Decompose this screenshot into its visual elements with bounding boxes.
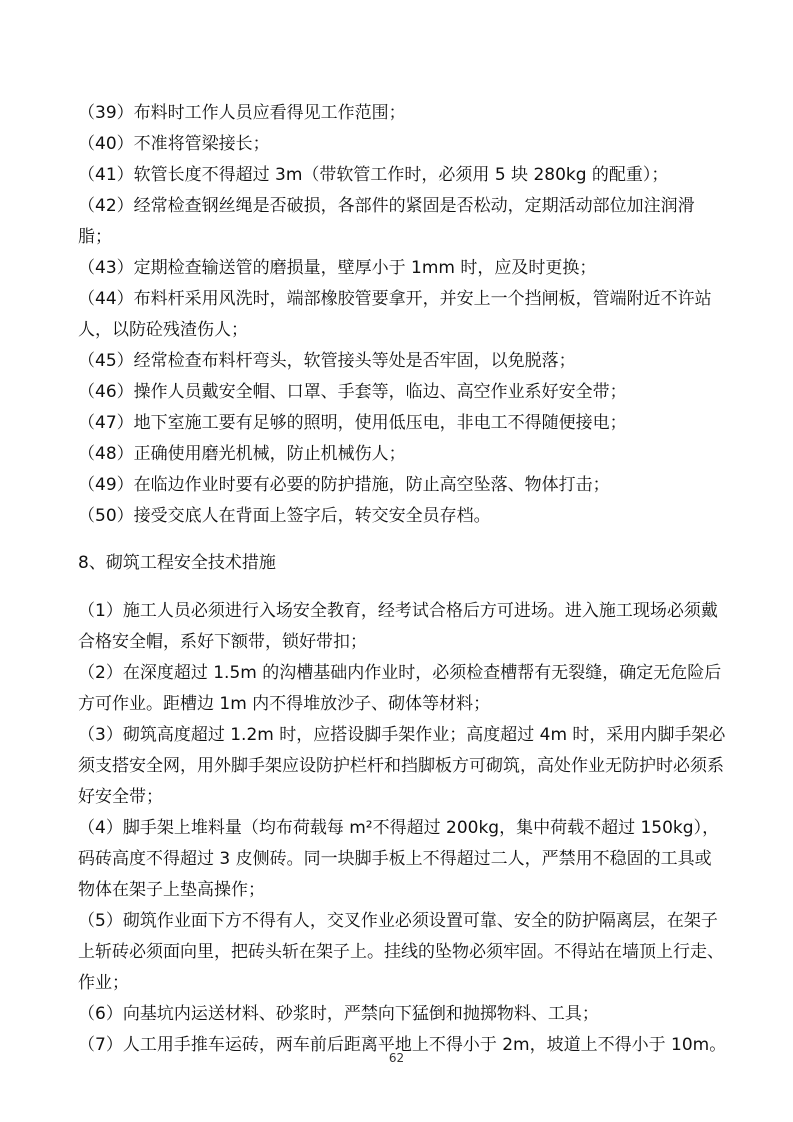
page-content: [78, 98, 728, 1061]
list-item: （3）砌筑高度超过 1.2m 时，应搭设脚手架作业；高度超过 4m 时，采用内脚手架必须支搭安全网，用外脚手架应设防护栏杆和挡脚板方可砌筑，高处作业无防护时必须系好安全带；: [78, 725, 726, 807]
list-item: （48）正确使用磨光机械，防止机械伤人；: [78, 444, 406, 464]
list-item: （1）施工人员必须进行入场安全教育，经考试合格后方可进场。进入施工现场必须戴合格安全帽，系好下额带，锁好带扣；: [78, 601, 718, 652]
list-item: （50）接受交底人在背面上签字后，转交安全员存档。: [78, 506, 491, 526]
list-item: （45）经常检查布料杆弯头，软管接头等处是否牢固，以免脱落；: [78, 351, 576, 371]
item-list-before: [78, 98, 728, 532]
list-item: （5）砌筑作业面下方不得有人，交叉作业必须设置可靠、安全的防护隔离层，在架子上斩砖必须面向里，把砖头斩在架子上。挂线的坠物必须牢固。不得站在墙顶上行走、作业；: [78, 911, 724, 993]
list-item: （4）脚手架上堆料量（均布荷载每 m²不得超过 200kg，集中荷载不超过 150kg），码砖高度不得超过 3 皮侧砖。同一块脚手板上不得超过二人，严禁用不稳固的工具或物体在架子上垫高操作；: [78, 818, 720, 900]
list-item: （49）在临边作业时要有必要的防护措施，防止高空坠落、物体打击；: [78, 475, 610, 495]
list-item: （6）向基坑内运送材料、砂浆时，严禁向下猛倒和抛掷物料、工具；: [78, 1004, 599, 1024]
list-item: （47）地下室施工要有足够的照明，使用低压电，非电工不得随便接电；: [78, 413, 627, 433]
list-item: （40）不准将管梁接长；: [78, 134, 270, 154]
list-item: （39）布料时工作人员应看得见工作范围；: [78, 103, 406, 123]
list-item: （44）布料杆采用风洗时，端部橡胶管要拿开，并安上一个挡闸板，管端附近不许站人，以防砼残渣伤人；: [78, 289, 712, 340]
list-item: （2）在深度超过 1.5m 的沟槽基础内作业时，必须检查槽帮有无裂缝，确定无危险后方可作业。距槽边 1m 内不得堆放沙子、砌体等材料；: [78, 663, 722, 714]
list-item: （43）定期检查输送管的磨损量，壁厚小于 1mm 时，应及时更换；: [78, 258, 597, 278]
item-list-after: [78, 596, 728, 1061]
list-item: （46）操作人员戴安全帽、口罩、手套等，临边、高空作业系好安全带；: [78, 382, 627, 402]
list-item: （42）经常检查钢丝绳是否破损，各部件的紧固是否松动，定期活动部位加注润滑脂；: [78, 196, 695, 247]
page-number: 62: [388, 1051, 405, 1065]
section-heading: 8、砌筑工程安全技术措施: [78, 553, 276, 573]
list-item: （7）人工用手推车运砖，两车前后距离平地上不得小于 2m，坡道上不得小于 10m。: [78, 1035, 727, 1055]
list-item: （41）软管长度不得超过 3m（带软管工作时，必须用 5 块 280kg 的配重）；: [78, 165, 669, 185]
